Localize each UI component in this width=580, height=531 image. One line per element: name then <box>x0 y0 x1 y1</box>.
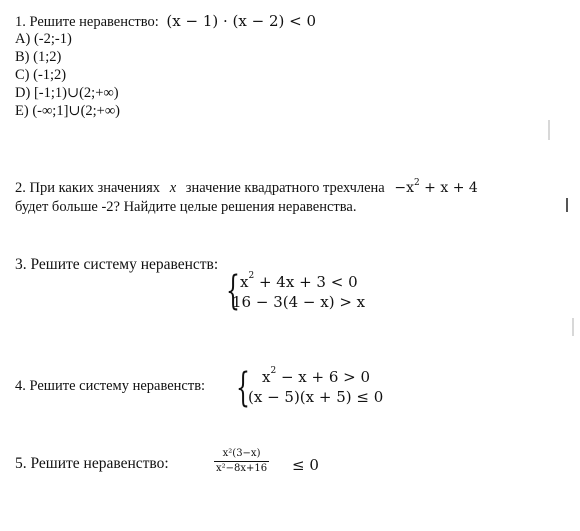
q3-inequality-1: $x^2 + 4x + 3 < 0$ <box>240 271 358 291</box>
q5-fraction-bar <box>214 461 269 462</box>
q4-inequality-2: (x − 5)(x + 5) ≤ 0 <box>248 388 384 406</box>
q2-variable: x <box>169 180 177 196</box>
q1-prompt <box>15 12 316 31</box>
q5-relation: ≤ 0 <box>292 456 319 474</box>
q3-system-brace: { <box>226 268 240 314</box>
q1-option-letter: D) <box>15 85 31 101</box>
scan-artifact <box>548 120 550 140</box>
q1-option-letter: B) <box>15 49 30 65</box>
q3-inequality-2: 16 − 3(4 − x) > x <box>232 293 366 311</box>
q1-option-value: (-1;2) <box>33 67 67 83</box>
q1-option-a <box>15 31 72 48</box>
q5-denominator: x²−8x+16 <box>216 463 268 474</box>
q1-text: 1. Решите неравенство: <box>15 14 159 30</box>
q1-option-value: [-1;1)∪(2;+∞) <box>33 85 119 101</box>
q1-option-letter: A) <box>15 31 31 47</box>
q2-text: 2. При каких значениях <box>15 180 161 196</box>
q1-option-value: (-2;-1) <box>33 31 72 47</box>
q1-option-c <box>15 67 66 84</box>
q1-option-b <box>15 49 61 66</box>
q2-line2: будет больше -2? Найдите целые решения неравенства. <box>15 199 357 215</box>
q1-option-value: (-∞;1]∪(2;+∞) <box>32 103 121 119</box>
q1-option-letter: E) <box>15 103 29 119</box>
q5-fraction <box>214 448 269 475</box>
q1-option-value: (1;2) <box>33 49 62 65</box>
q5-numerator: x²(3−x) <box>222 448 261 459</box>
q4-prompt: 4. Решите систему неравенств: <box>15 378 206 394</box>
q3-prompt: 3. Решите систему неравенств: <box>15 256 219 273</box>
q1-option-d <box>15 85 119 102</box>
q4-inequality-1: $x^2 - x + 6 > 0$ <box>262 366 371 386</box>
q1-option-e <box>15 103 120 120</box>
q2-text-b: значение квадратного трехчлена <box>185 180 385 196</box>
scan-artifact <box>566 198 568 212</box>
scan-artifact <box>572 318 574 336</box>
q2-line1 <box>15 180 478 197</box>
q2-expression: $-x^2 + x + 4$ <box>394 178 478 196</box>
q4-system-brace: { <box>236 365 250 411</box>
q1-option-letter: C) <box>15 67 30 83</box>
q1-expression: (x − 1) · (x − 2) < 0 <box>166 12 316 30</box>
q5-prompt: 5. Решите неравенство: <box>15 455 169 472</box>
